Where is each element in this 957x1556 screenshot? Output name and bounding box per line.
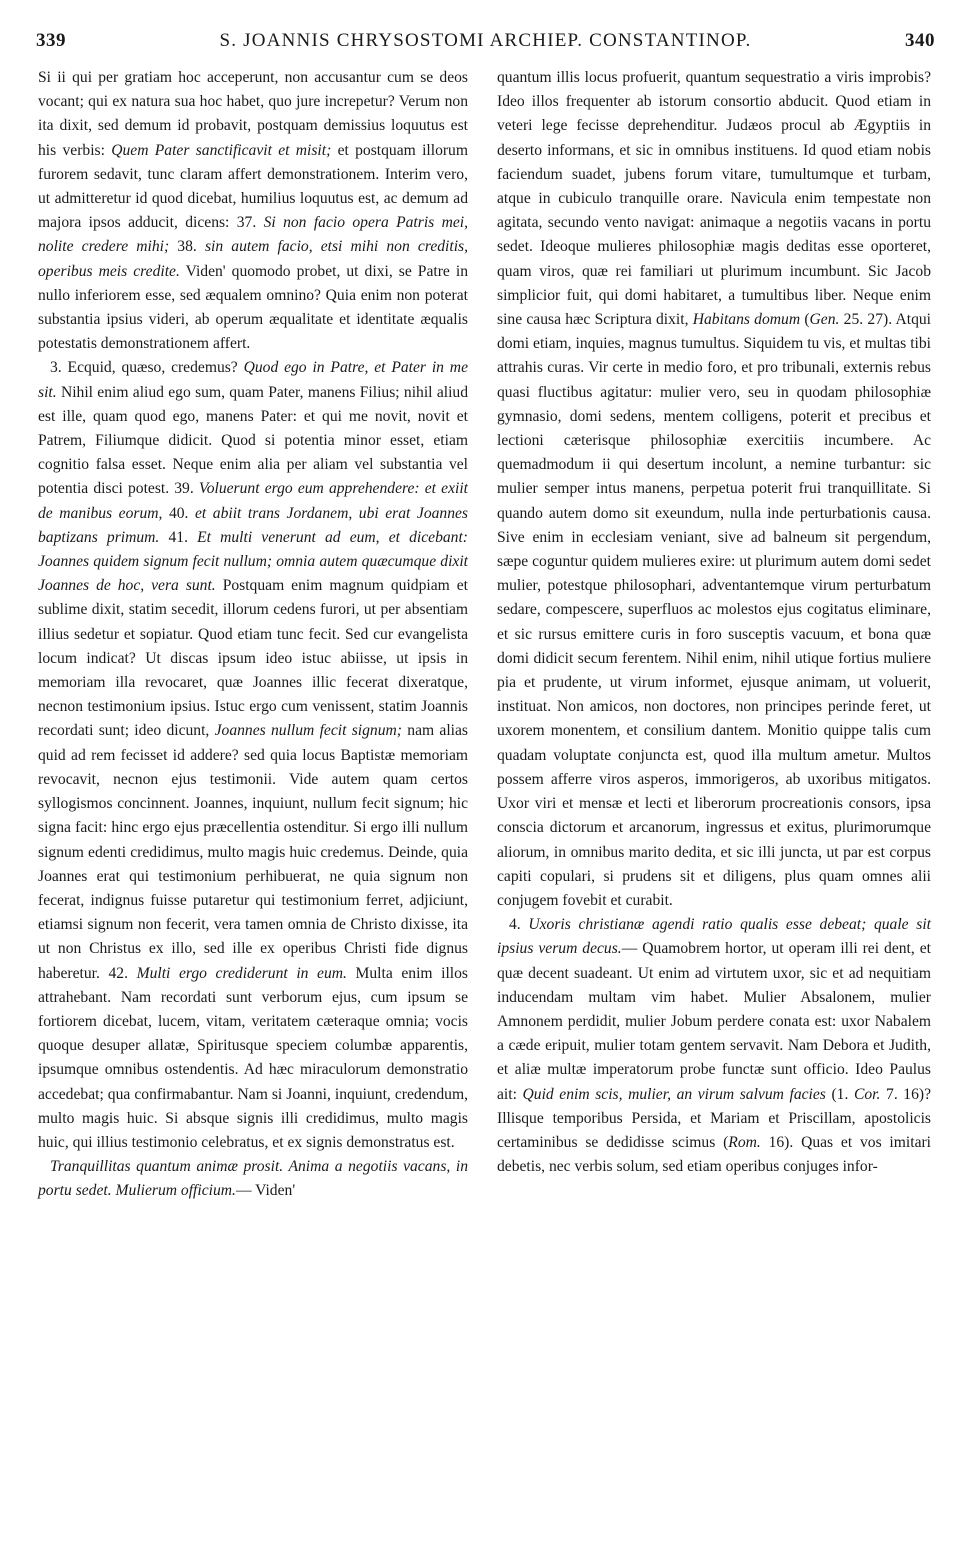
text-run: 40. bbox=[162, 504, 195, 522]
paragraph bbox=[38, 1155, 468, 1203]
italic-text-run: Gen. bbox=[809, 311, 840, 329]
running-title: S. JOANNIS CHRYSOSTOMI ARCHIEP. CONSTANTINOP. bbox=[219, 30, 752, 51]
italic-text-run: Si non facio opera Patris mei, nolite credere mihi; bbox=[38, 214, 468, 256]
italic-text-run: Voluerunt ergo eum apprehendere: et exiit de manibus eorum, bbox=[38, 480, 468, 522]
text-column-right bbox=[497, 66, 931, 1179]
text-run: Si ii qui per gratiam hoc acceperunt, non accusantur cum se deos vocant; qui ex natura sua hoc habet, quo jure increpetur? Verum non ita dixit, sed demum id probavit, postquam demissius loquutus est his verbis: bbox=[38, 69, 468, 159]
text-run: 4. bbox=[509, 916, 529, 934]
paragraph bbox=[497, 66, 931, 913]
paragraph bbox=[38, 356, 468, 1155]
text-run: 41. bbox=[159, 528, 198, 546]
text-run: Nihil enim aliud ego sum, quam Pater, manens Filius; nihil aliud est ille, quam quod ego, manens Pater: et qui me novit, novit et Patrem, Filiumque didicit. Quod si potentia minor esset, etiam cognitio falsa esset. Neque enim alia per aliam vel substantia vel potentia disci potest. 39. bbox=[38, 383, 468, 498]
italic-text-run: et abiit trans Jordanem, ubi erat Joannes baptizans primum. bbox=[38, 504, 469, 546]
text-run: 16). Quas et vos imitari debetis, nec verbis solum, sed etiam operibus conjuges infor- bbox=[497, 1133, 932, 1176]
italic-text-run: sin autem facio, etsi mihi non creditis, operibus meis credite. bbox=[38, 238, 468, 280]
italic-text-run: Quid enim scis, mulier, an virum salvum facies bbox=[522, 1085, 826, 1103]
text-run: 38. bbox=[169, 238, 205, 256]
text-run: Multa enim illos attrahebant. Nam recordati sunt verborum ejus, cum ipsum se fortiorem dicebat, lucem, vitam, veritatem cæteraque omnia; vocis quoque desuper allatæ, Spiritusque speciem columbæ apparentis, ipsumque omnibus ostendentis. Ad hæc miraculorum demonstratio accedebat; qua confirmabantur. Nam si Joanni, inquiunt, credendum, multo magis huic. Si absque signis illi credidimus, multo magis huic, qui illius testimonio celebratus, et ex signis demonstratus est. bbox=[38, 964, 468, 1151]
text-run: — Viden' bbox=[235, 1182, 296, 1200]
text-run: (1. bbox=[825, 1085, 854, 1103]
italic-text-run: Rom. bbox=[728, 1133, 761, 1151]
italic-text-run: Cor. bbox=[853, 1085, 881, 1103]
column-gutter bbox=[479, 66, 480, 1466]
running-header bbox=[36, 30, 935, 60]
italic-text-run: Quem Pater sanctificavit et misit; bbox=[111, 141, 332, 159]
text-run: Postquam enim magnum quidpiam et sublime dixit, statim secedit, illorum cedens furori, ut per absentiam illius sedetur et sopiatur. Quod etiam tunc fecit. Sed cur evangelista locum indicat? Ut discas ipsum ideo istuc abiisse, ut ipsis in memoriam illa revocaret, quæ Joannes illic fecerat dixeratque, necnon testimonium ipsius. Istuc ergo cum venissent, statim Joannis recordati sunt; ideo dicunt, bbox=[38, 577, 468, 740]
page-number-left: 339 bbox=[36, 30, 66, 51]
text-run: 7. 16)? Illisque temporibus Persida, et Mariam et Priscillam, apostolicis certaminibus se dedidisse scimus ( bbox=[497, 1085, 932, 1151]
italic-text-run: Quod ego in Patre, et Pater in me sit. bbox=[38, 359, 468, 401]
italic-text-run: Multi ergo crediderunt in eum. bbox=[136, 964, 347, 982]
text-run: — Quamobrem hortor, ut operam illi rei dent, et quæ decent suadeant. Ut enim ad virtutem uxor, sic et ad nequitiam inducendam multam vim habet. Mulier Absalonem, mulier Amnonem perdidit, mulier Jobum perdere conata est: uxor Nabalem a cæde eripuit, mulier totam gentem servavit. Nam Debora et Judith, et aliæ multæ imperatorum probe functæ sunt officio. Ideo Paulus ait: bbox=[497, 940, 931, 1103]
text-run: 25. 27). Atqui domi etiam, inquies, magnus tumultus. Siquidem tu vis, et multas tibi attrahis curas. Vir certe in medio foro, et pro tribunali, externis rebus quasi fluctibus agitatur: mulier vero, seu in quodam philosophiæ gymnasio, domi sedens, mentem colligens, poterit et precibus et lectioni cæterisque philosophiæ exercitiis incumbere. Ac quemadmodum ii qui desertum incolunt, a nemine turbantur: sic mulier semper intus manens, perpetua poterit frui tranquillitate. Si quando autem domo sit exeundum, nulla inde perturbationis causa. Sive enim in ecclesiam veniant, sive ad balneum sit pergendum, sæpe coguntur quidem mulieres exire: ut plurimum autem domi sedet mulier, potestque philosophari, adventantemque virum perturbatum sedare, compescere, superfluos ac molestos ejus cogitatus eliminare, et sic rursus emittere curis in foro susceptis vacuum, et bona quæ domi didicit secum ferentem. Nihil enim, nihil utique fortius muliere pia et prudente, ut virum informet, ejusque animam, ut voluerit, instituat. Non amicos, non doctores, non principes perinde feret, ut uxorem monentem, et consilium dantem. Monitio quippe talis cum quadam voluptate conjuncta est, quod illa multum ametur. Multos possem afferre viros asperos, immorigeros, ab uxoribus mitigatos. Uxor viri et mensæ et lecti et liberorum procreationis consors, ipsa conscia dictorum et arcanorum, ingressus et exitus, plurimorumque aliorum, in omnibus marito dedita, et sic illi juncta, ut par est corpus capiti copulari, si prudens sit et diligens, plus quam omnes alii conjugem fovebit et curabit. bbox=[497, 311, 931, 909]
text-run: Viden' quomodo probet, ut dixi, se Patre in nullo inferiorem esse, sed æqualem omnino? Quia enim non poterat substantia ipsius videri, ab operum æqualitate et identitate æqualis potestatis demonstrationem affert. bbox=[38, 262, 469, 353]
italic-text-run: Habitans domum bbox=[692, 311, 801, 329]
text-run: et postquam illorum furorem sedavit, tunc claram affert demonstrationem. Interim vero, ut admitteretur id quod dicebat, humilius loquutus est, ac demum ad majora ipsos adducit, dicens: 37. bbox=[38, 141, 468, 232]
text-run: nam alias quid ad rem fecisset id addere? sed quia locus Baptistæ memoriam revocavit, necnon ejus testimonii. Vide autem quam certos syllogismos concinnent. Joannes, inquiunt, nullum fecit signum; hic signa facit: hinc ergo ejus præcellentia ostenditur. Si ergo illi nullum signum edenti credidimus, multo magis huic credemus. Deinde, quia Joannes erat qui testimonium perhibuerat, ne quia signum non fecerat, indignus fuisse putaretur qui testimonium ferret, adjiciunt, etiamsi signum non fecerit, vera tamen omnia de Christo dixisse, ita ut non Christus ex illo, sed ille ex operibus Christi fide dignus haberetur. 42. bbox=[38, 722, 468, 982]
text-run: 3. Ecquid, quæso, credemus? bbox=[50, 359, 244, 377]
italic-text-run: Joannes nullum fecit signum; bbox=[214, 722, 402, 740]
text-column-left bbox=[38, 66, 468, 1204]
italic-text-run: Et multi venerunt ad eum, et dicebant: Joannes quidem signum fecit nullum; omnia autem quæcumque dixit Joannes de hoc, vera sunt. bbox=[38, 528, 468, 595]
paragraph bbox=[497, 913, 931, 1179]
page-number-right: 340 bbox=[905, 30, 935, 51]
text-run: quantum illis locus profuerit, quantum sequestratio a viris improbis? Ideo illos frequenter ab istorum consortio abducit. Quod etiam in veteri lege fecisse deprehenditur. Judæos procul ab Ægyptiis in deserto informans, et sic in omnibus instituens. Id quod etiam nobis faciendum suadet, jubens forum vitare, tumultumque et turbam, atque in cubiculo tranquille orare. Navicula enim tempestate non agitata, secundo vento navigat: animaque a negotiis vacans in portu sedet. Ideoque mulieres philosophiæ magis deditas esse oporteret, quam viros, quæ rei familiari ut plurimum incumbunt. Sic Jacob simplicior fuit, qui domi habitaret, a tumultibus liber. Neque enim sine causa hæc Scriptura dixit, bbox=[497, 69, 931, 329]
text-run: ( bbox=[800, 311, 810, 329]
paragraph bbox=[38, 66, 468, 356]
italic-text-run: Uxoris christianæ agendi ratio qualis esse debeat; quale sit ipsius verum decus. bbox=[497, 916, 932, 958]
italic-text-run: Tranquillitas quantum animæ prosit. Anima a negotiis vacans, in portu sedet. Mulierum officium. bbox=[38, 1158, 468, 1200]
